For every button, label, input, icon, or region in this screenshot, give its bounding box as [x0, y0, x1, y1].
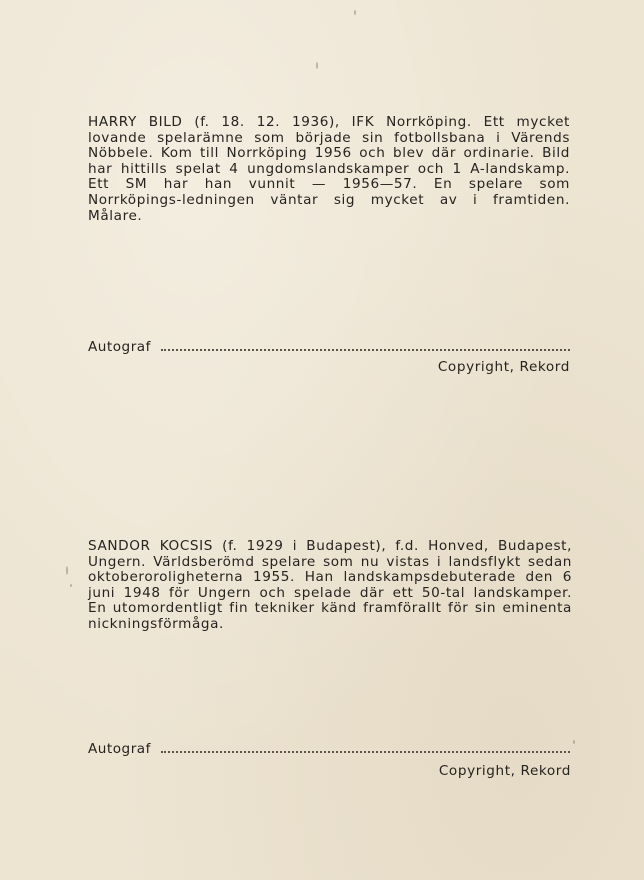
autograf-line: [88, 339, 570, 357]
autograf-label: Autograf: [88, 339, 151, 355]
paper-speck: [354, 10, 356, 15]
player-bio-harry-bild: HARRY BILD (f. 18. 12. 1936), IFK Norrköping. Ett mycket lovande spelarämne som började sin fotbollsbana i Värends Nöbbele. Kom till Norrköping 1956 och blev där ordinarie. Bild har hittills spelat 4 ungdomslandskamper och 1 A-landskamp. Ett SM har han vunnit — 1956—57. En spelare som Norrköpings-ledningen väntar sig mycket av i framtiden. Målare.: [88, 114, 570, 224]
autograf-line: [88, 741, 570, 759]
autograf-label: Autograf: [88, 741, 151, 757]
player-bio-sandor-kocsis: SANDOR KOCSIS (f. 1929 i Budapest), f.d. Honved, Budapest, Ungern. Världsberömd spelare som nu vistas i landsflykt sedan oktoberoroligheterna 1955. Han landskampsdebuterade den 6 juni 1948 för Ungern och spelade där ett 50-tal landskamper. En utomordentligt fin tekniker känd framförallt för sin eminenta nickningsförmåga.: [88, 538, 572, 632]
copyright-notice: Copyright, Rekord: [438, 763, 571, 779]
paper-speck: [66, 566, 68, 575]
copyright-notice: Copyright, Rekord: [437, 359, 570, 375]
signature-dotted-line: [161, 339, 570, 351]
paper-speck: [70, 584, 72, 587]
paper-speck: [316, 62, 318, 69]
paper-speck: [573, 740, 575, 744]
signature-dotted-line: [161, 741, 570, 753]
